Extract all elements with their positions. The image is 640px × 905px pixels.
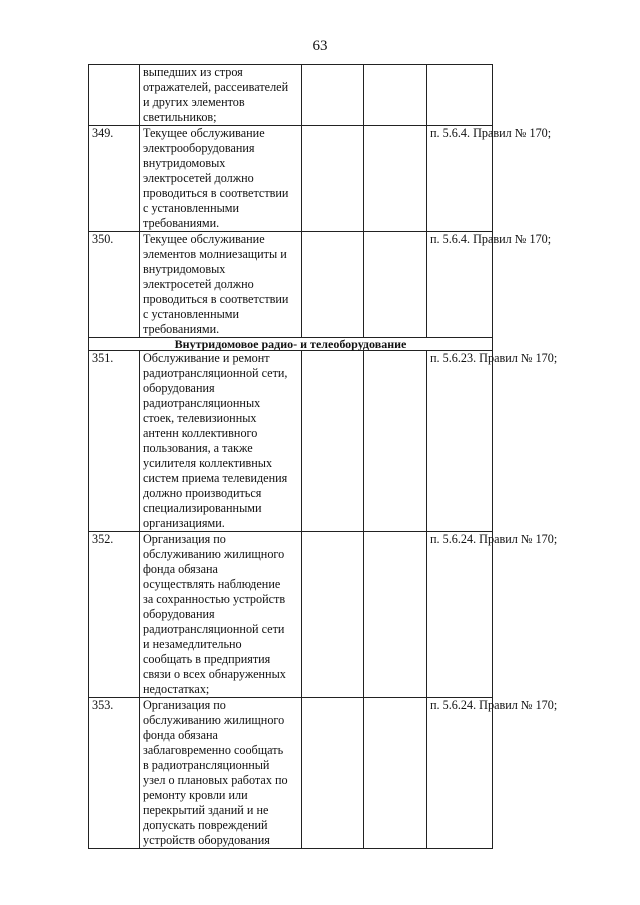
requirement-line: требованиями. bbox=[143, 216, 220, 230]
requirement-text bbox=[140, 351, 302, 532]
requirement-line: с установленными bbox=[143, 307, 240, 321]
empty-cell bbox=[302, 65, 364, 126]
requirement-text bbox=[140, 232, 302, 338]
requirement-line: за сохранностью устройств bbox=[143, 592, 286, 606]
empty-cell bbox=[364, 532, 427, 698]
requirements-table-body bbox=[89, 65, 558, 849]
empty-cell bbox=[364, 65, 427, 126]
requirement-line: фонда обязана bbox=[143, 728, 218, 742]
requirement-line: осуществлять наблюдение bbox=[143, 577, 281, 591]
empty-cell bbox=[302, 232, 364, 338]
requirement-line: недостатках; bbox=[143, 682, 210, 696]
table-row bbox=[89, 65, 493, 126]
table-row bbox=[89, 698, 493, 849]
empty-cell bbox=[364, 351, 427, 532]
requirement-text bbox=[140, 532, 302, 698]
requirement-line: требованиями. bbox=[143, 322, 220, 336]
regulation-reference: п. 5.6.24. Правил № 170; bbox=[430, 532, 558, 546]
requirement-line: пользования, а также bbox=[143, 441, 253, 455]
requirement-line: перекрытий зданий и не bbox=[143, 803, 269, 817]
requirement-line: и незамедлительно bbox=[143, 637, 242, 651]
requirement-line: допускать повреждений bbox=[143, 818, 268, 832]
row-number: 352. bbox=[89, 532, 140, 698]
table-row bbox=[89, 532, 493, 698]
regulation-reference: п. 5.6.23. Правил № 170; bbox=[430, 351, 558, 365]
row-number: 353. bbox=[89, 698, 140, 849]
requirement-line: оборудования bbox=[143, 381, 215, 395]
requirement-text bbox=[140, 126, 302, 232]
requirement-line: организациями. bbox=[143, 516, 225, 530]
empty-cell bbox=[364, 698, 427, 849]
row-number: 350. bbox=[89, 232, 140, 338]
requirement-line: стоек, телевизионных bbox=[143, 411, 257, 425]
table-row bbox=[89, 232, 493, 338]
requirement-line: внутридомовых bbox=[143, 156, 226, 170]
regulation-reference-cell bbox=[427, 351, 558, 532]
row-number bbox=[89, 65, 140, 126]
regulation-reference-cell bbox=[427, 698, 558, 849]
empty-cell bbox=[302, 126, 364, 232]
regulation-reference-cell bbox=[427, 65, 493, 126]
requirement-line: Организация по bbox=[143, 532, 226, 546]
requirement-line: связи о всех обнаруженных bbox=[143, 667, 286, 681]
requirements-table bbox=[88, 64, 558, 849]
section-header-row bbox=[89, 338, 493, 351]
requirement-line: обслуживанию жилищного bbox=[143, 547, 285, 561]
regulation-reference-cell bbox=[427, 126, 552, 232]
requirement-line: в радиотрансляционный bbox=[143, 758, 270, 772]
requirement-line: радиотрансляционной сети bbox=[143, 622, 285, 636]
requirement-line: усилителя коллективных bbox=[143, 456, 273, 470]
regulation-reference: п. 5.6.4. Правил № 170; bbox=[430, 126, 552, 140]
requirement-line: Обслуживание и ремонт bbox=[143, 351, 270, 365]
requirement-line: проводиться в соответствии bbox=[143, 292, 289, 306]
requirement-line: сообщать в предприятия bbox=[143, 652, 271, 666]
requirement-line: устройств оборудования bbox=[143, 833, 270, 847]
requirement-line: обслуживанию жилищного bbox=[143, 713, 285, 727]
requirement-line: оборудования bbox=[143, 607, 215, 621]
row-number: 351. bbox=[89, 351, 140, 532]
requirement-line: Текущее обслуживание bbox=[143, 232, 265, 246]
section-title: Внутридомовое радио- и телеоборудование bbox=[89, 338, 493, 351]
requirement-line: элементов молниезащиты и bbox=[143, 247, 287, 261]
requirement-line: радиотрансляционной сети, bbox=[143, 366, 288, 380]
requirement-text bbox=[140, 698, 302, 849]
requirement-line: внутридомовых bbox=[143, 262, 226, 276]
requirement-line: заблаговременно сообщать bbox=[143, 743, 284, 757]
requirement-line: выпедших из строя bbox=[143, 65, 243, 79]
requirement-line: с установленными bbox=[143, 201, 240, 215]
requirement-line: Текущее обслуживание bbox=[143, 126, 265, 140]
page-number: 63 bbox=[312, 38, 328, 54]
requirement-text bbox=[140, 65, 302, 126]
requirement-line: должно производиться bbox=[143, 486, 262, 500]
requirement-line: систем приема телевидения bbox=[143, 471, 288, 485]
regulation-reference-cell bbox=[427, 232, 552, 338]
requirement-line: узел о плановых работах по bbox=[143, 773, 288, 787]
requirement-line: антенн коллективного bbox=[143, 426, 258, 440]
requirement-line: проводиться в соответствии bbox=[143, 186, 289, 200]
requirement-line: радиотрансляционных bbox=[143, 396, 261, 410]
regulation-reference-cell bbox=[427, 532, 558, 698]
requirement-line: фонда обязана bbox=[143, 562, 218, 576]
regulation-reference: п. 5.6.24. Правил № 170; bbox=[430, 698, 558, 712]
requirement-line: специализированными bbox=[143, 501, 262, 515]
regulation-reference: п. 5.6.4. Правил № 170; bbox=[430, 232, 552, 246]
row-number: 349. bbox=[89, 126, 140, 232]
requirement-line: и других элементов bbox=[143, 95, 245, 109]
empty-cell bbox=[364, 126, 427, 232]
empty-cell bbox=[302, 532, 364, 698]
requirement-line: электросетей должно bbox=[143, 171, 254, 185]
requirement-line: отражателей, рассеивателей bbox=[143, 80, 289, 94]
requirement-line: электрооборудования bbox=[143, 141, 255, 155]
table-row bbox=[89, 351, 493, 532]
empty-cell bbox=[302, 698, 364, 849]
requirement-line: ремонту кровли или bbox=[143, 788, 248, 802]
empty-cell bbox=[364, 232, 427, 338]
empty-cell bbox=[302, 351, 364, 532]
requirement-line: светильников; bbox=[143, 110, 217, 124]
requirement-line: электросетей должно bbox=[143, 277, 254, 291]
table-row bbox=[89, 126, 493, 232]
requirement-line: Организация по bbox=[143, 698, 226, 712]
